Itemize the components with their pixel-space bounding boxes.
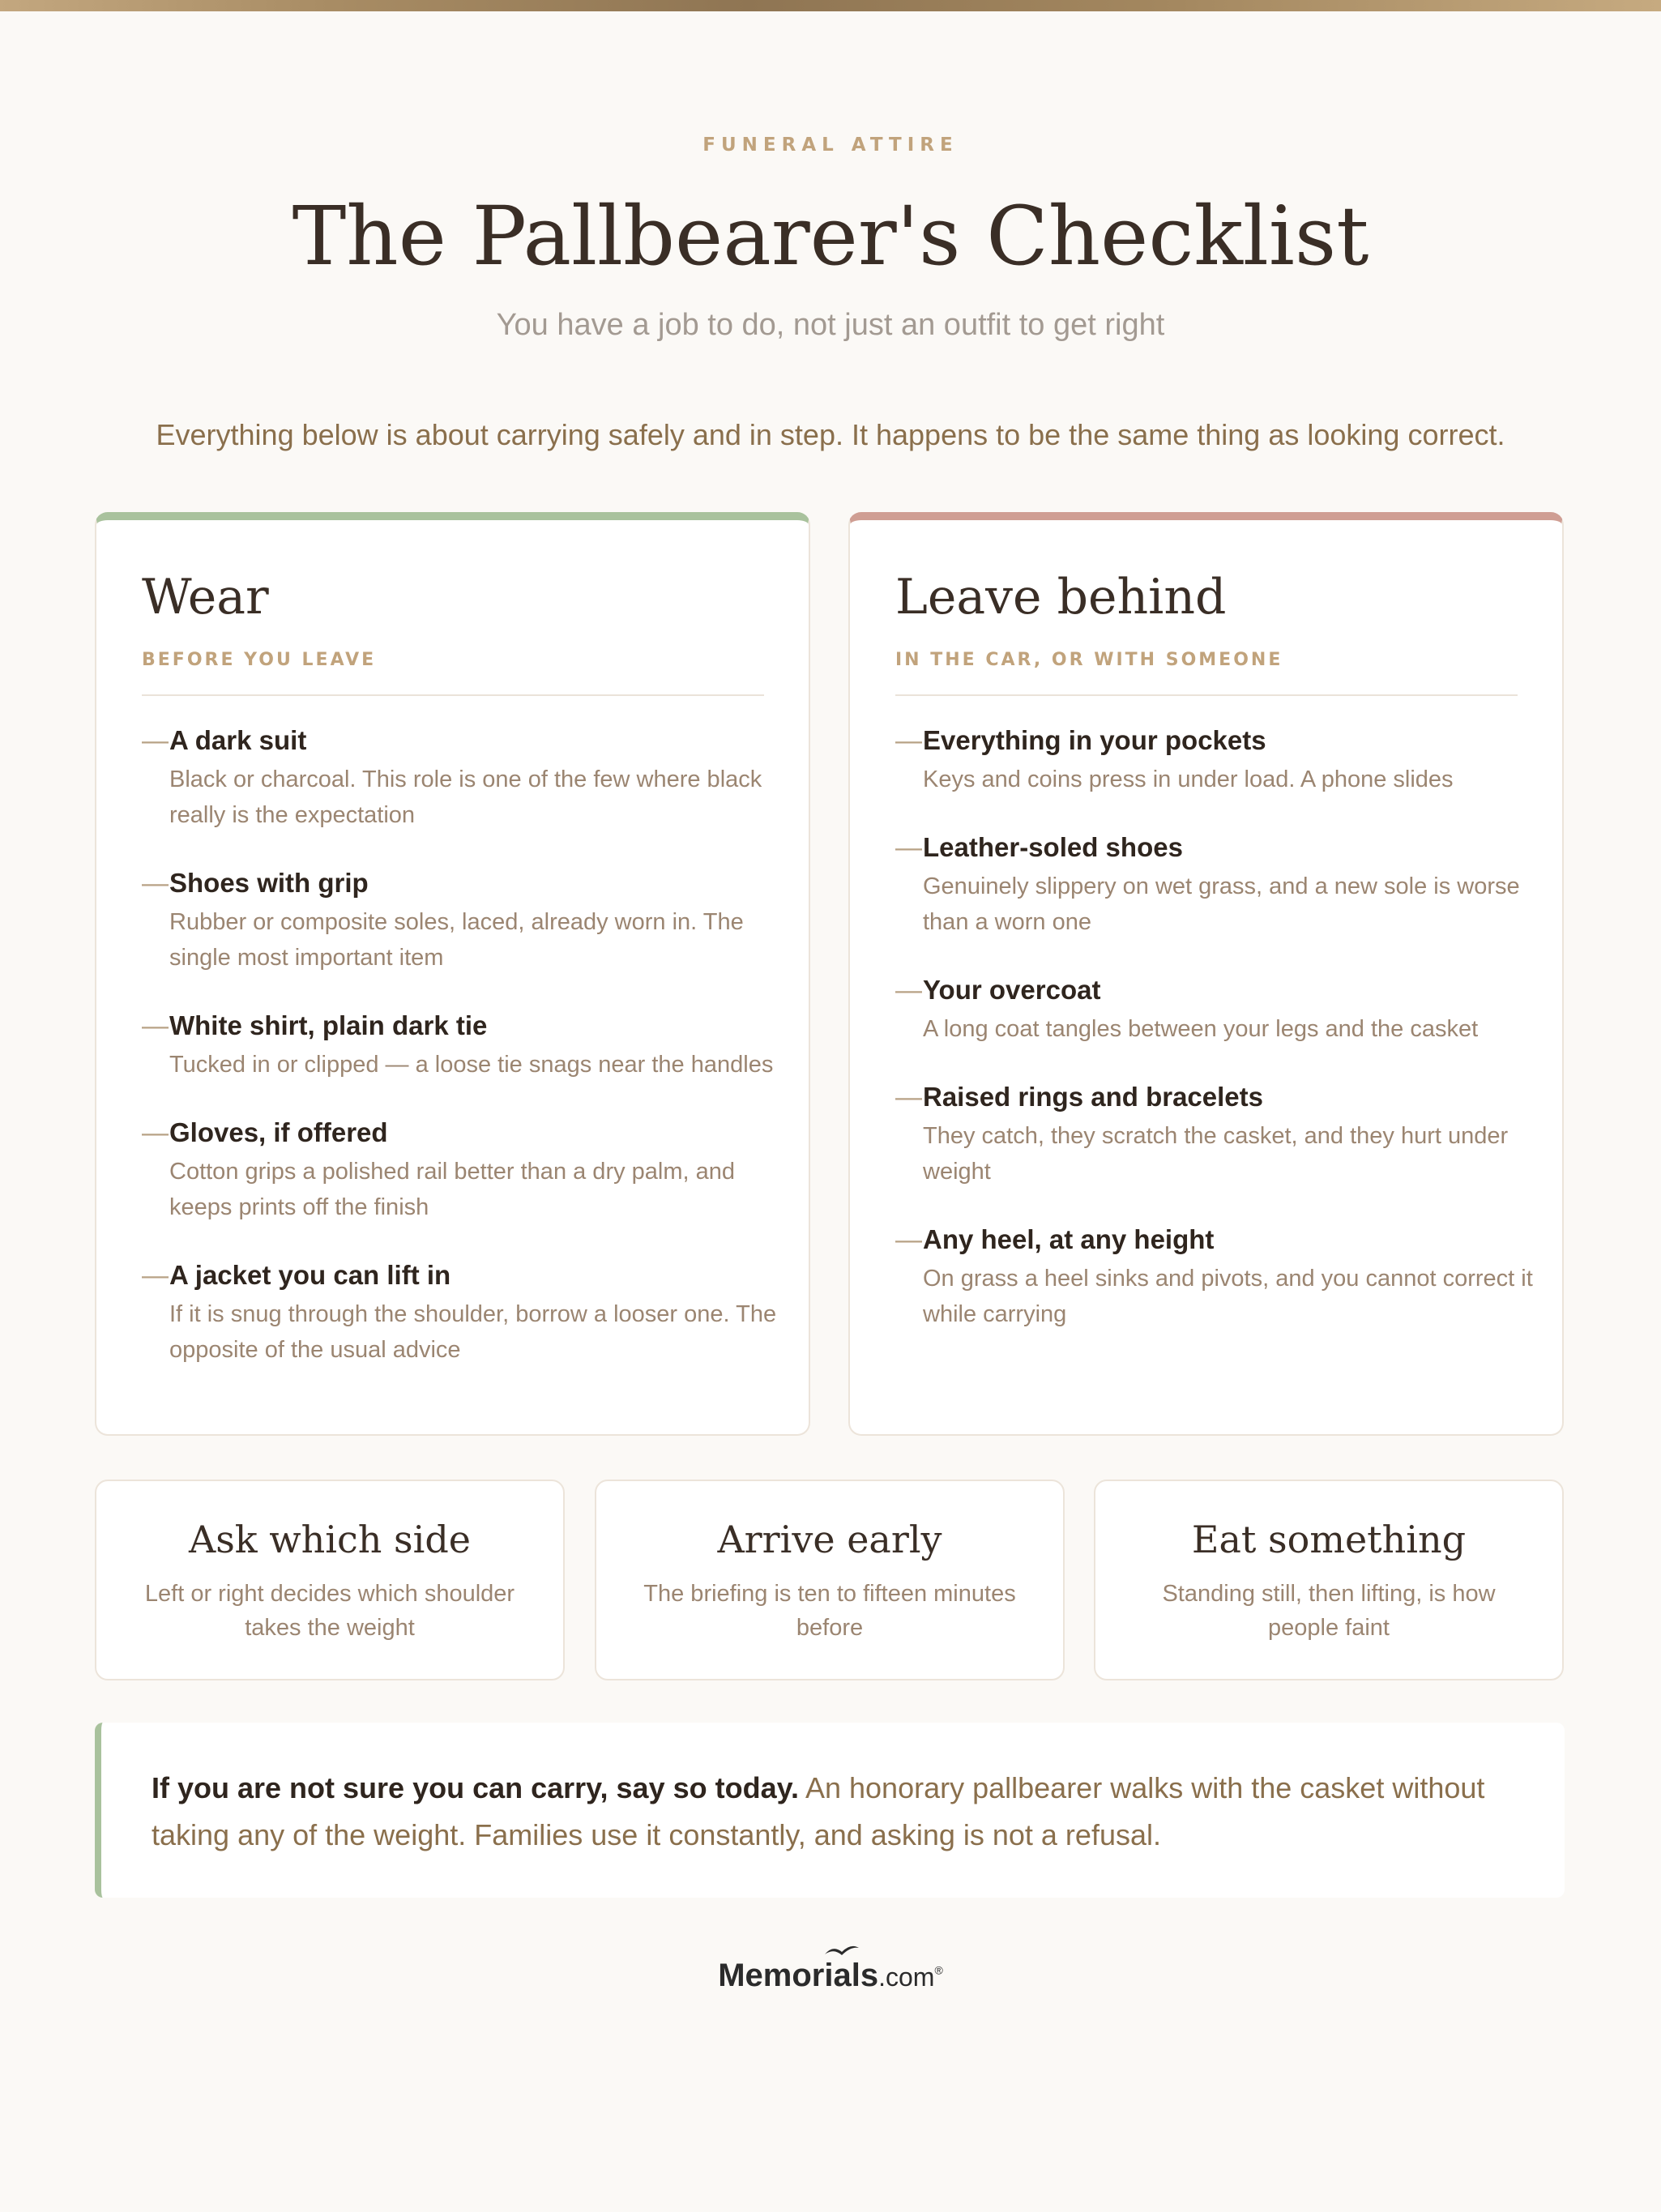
tip-description: The briefing is ten to fifteen minutes before <box>643 1581 1016 1641</box>
item-title: A dark suit <box>169 725 307 755</box>
item-title: Raised rings and bracelets <box>923 1082 1263 1112</box>
list-item <box>142 723 782 833</box>
item-title: Everything in your pockets <box>923 725 1266 755</box>
item-description: A long coat tangles between your legs and the casket <box>923 1016 1479 1042</box>
tip-description: Standing still, then lifting, is how people faint <box>1162 1581 1496 1641</box>
tip-title: Arrive early <box>717 1518 942 1561</box>
wear-card <box>95 512 810 1436</box>
logo-brand-text: Memorials <box>718 1958 879 1993</box>
list-item <box>142 865 782 976</box>
honorary-pallbearer-callout <box>95 1723 1565 1898</box>
item-description: Rubber or composite soles, laced, already worn in. The single most important item <box>169 909 744 971</box>
item-description: Genuinely slippery on wet grass, and a new sole is worse than a worn one <box>923 873 1520 935</box>
item-title: Leather-soled shoes <box>923 832 1183 862</box>
tip-card-ask-which-side <box>95 1480 565 1680</box>
callout-text: An honorary pallbearer walks with the casket without taking any of the weight. Families use it constantly, and asking is not a refusal. <box>152 1771 1485 1851</box>
leave-card-title: Leave behind <box>895 569 1227 626</box>
dash-icon: — <box>142 1260 169 1290</box>
dash-icon: — <box>142 725 169 755</box>
dash-icon: — <box>895 832 922 862</box>
wear-list <box>142 723 782 1400</box>
item-description: Cotton grips a polished rail better than a dry palm, and keeps prints off the finish <box>169 1159 736 1220</box>
logo-tld: .com <box>878 1962 935 1992</box>
list-item <box>142 1258 782 1368</box>
tip-card-eat-something <box>1094 1480 1564 1680</box>
list-item <box>895 972 1535 1047</box>
list-item <box>895 830 1535 940</box>
item-description: On grass a heel sinks and pivots, and you cannot correct it while carrying <box>923 1266 1533 1327</box>
dash-icon: — <box>895 1224 922 1254</box>
item-description: Black or charcoal. This role is one of the few where black really is the expectation <box>169 767 762 828</box>
leave-behind-card <box>848 512 1564 1436</box>
wear-card-subtitle: BEFORE YOU LEAVE <box>142 650 377 670</box>
bird-icon <box>823 1941 860 1958</box>
list-item <box>895 1079 1535 1189</box>
registered-mark: ® <box>934 1963 943 1977</box>
list-item <box>895 723 1535 797</box>
list-item <box>142 1115 782 1225</box>
item-description: Keys and coins press in under load. A phone slides <box>923 767 1454 792</box>
page-subtitle: You have a job to do, not just an outfit to get right <box>496 308 1165 342</box>
item-title: A jacket you can lift in <box>169 1260 451 1290</box>
tip-card-arrive-early <box>595 1480 1065 1680</box>
item-description: They catch, they scratch the casket, and they hurt under weight <box>923 1123 1509 1185</box>
callout-bold: If you are not sure you can carry, say so today. <box>152 1771 799 1804</box>
dash-icon: — <box>142 1117 169 1147</box>
dash-icon: — <box>895 975 922 1005</box>
list-item <box>895 1222 1535 1332</box>
divider <box>142 694 764 696</box>
list-item <box>142 1008 782 1083</box>
logo-brand <box>718 1958 878 1993</box>
eyebrow-label: FUNERAL ATTIRE <box>702 135 959 156</box>
dash-icon: — <box>895 725 922 755</box>
tip-title: Ask which side <box>188 1518 472 1561</box>
page-title: The Pallbearer's Checklist <box>292 189 1369 284</box>
tip-description: Left or right decides which shoulder takes the weight <box>144 1581 515 1641</box>
item-description: Tucked in or clipped — a loose tie snags near the handles <box>169 1052 774 1078</box>
item-title: Any heel, at any height <box>923 1224 1215 1254</box>
item-title: Gloves, if offered <box>169 1117 388 1147</box>
item-description: If it is snug through the shoulder, borrow a looser one. The opposite of the usual advice <box>169 1301 777 1363</box>
divider <box>895 694 1518 696</box>
item-title: Your overcoat <box>923 975 1101 1005</box>
top-decorative-bar <box>0 0 1661 11</box>
intro-text: Everything below is about carrying safely and in step. It happens to be the same thing as looking correct. <box>156 418 1505 451</box>
leave-list <box>895 723 1535 1364</box>
leave-card-subtitle: IN THE CAR, OR WITH SOMEONE <box>895 650 1283 670</box>
item-title: White shirt, plain dark tie <box>169 1010 488 1040</box>
dash-icon: — <box>142 868 169 898</box>
dash-icon: — <box>142 1010 169 1040</box>
memorials-logo[interactable] <box>0 1958 1661 1994</box>
wear-card-title: Wear <box>142 569 269 626</box>
item-title: Shoes with grip <box>169 868 369 898</box>
tip-title: Eat something <box>1191 1518 1467 1561</box>
dash-icon: — <box>895 1082 922 1112</box>
